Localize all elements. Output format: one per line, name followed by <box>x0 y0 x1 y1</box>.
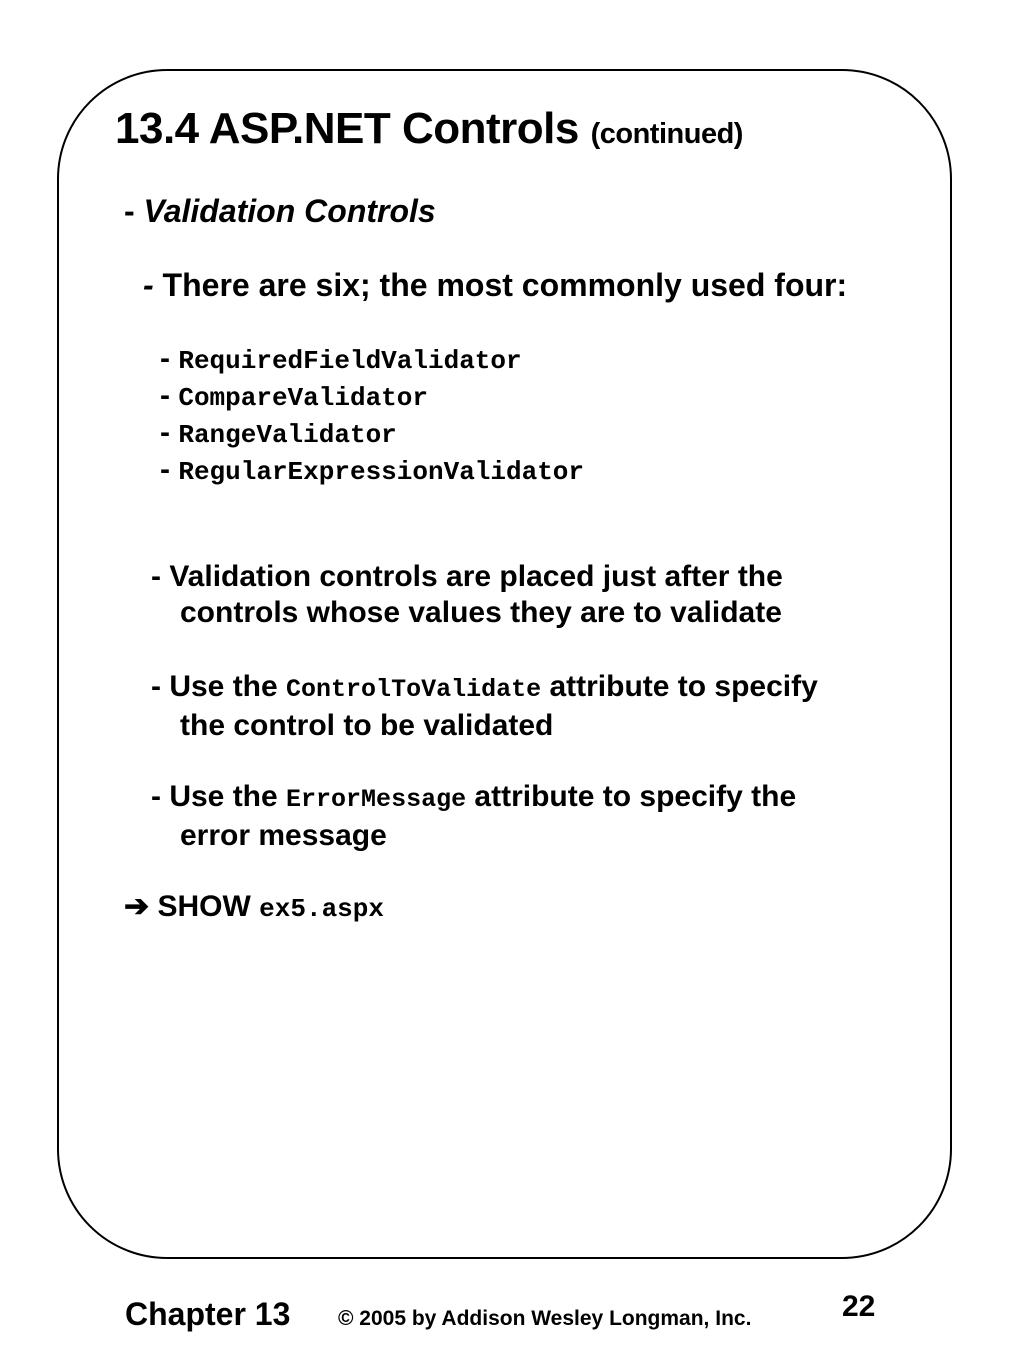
control-to-validate-code: ControlToValidate <box>286 675 542 704</box>
placement-paragraph <box>151 559 951 631</box>
list-dash: - <box>160 416 170 449</box>
title-main: 13.4 ASP.NET Controls <box>115 104 579 153</box>
list-dash: - <box>160 453 170 486</box>
para3-before: - Use the <box>151 780 278 813</box>
para3-line-2: error message <box>180 819 387 852</box>
section-heading-text: Validation Controls <box>143 193 436 229</box>
list-item <box>160 453 584 490</box>
intro-line <box>143 267 847 304</box>
validator-name: RequiredFieldValidator <box>178 346 522 376</box>
para2-after: attribute to specify <box>549 670 818 703</box>
placement-line-1: - Validation controls are placed just after the <box>151 560 783 593</box>
para2-before: - Use the <box>151 670 278 703</box>
validator-list <box>160 342 584 490</box>
slide-frame <box>57 69 952 1259</box>
list-item <box>160 416 584 453</box>
title-suffix: (continued) <box>590 118 743 150</box>
list-item <box>160 342 584 379</box>
footer-chapter: Chapter 13 <box>125 1296 291 1332</box>
intro-dash: - <box>143 267 154 303</box>
footer-copyright: © 2005 by Addison Wesley Longman, Inc. <box>338 1307 752 1330</box>
intro-text: There are six; the most commonly used four: <box>162 267 848 303</box>
list-dash: - <box>160 379 170 412</box>
show-example-line <box>124 889 384 924</box>
placement-line-2: controls whose values they are to validate <box>180 596 782 629</box>
control-to-validate-paragraph <box>151 669 951 744</box>
para3-after: attribute to specify the <box>474 780 797 813</box>
show-label: SHOW <box>157 890 251 923</box>
validator-name: RangeValidator <box>178 420 397 450</box>
section-heading <box>124 193 436 230</box>
validator-name: CompareValidator <box>178 383 428 413</box>
validator-name: RegularExpressionValidator <box>178 457 585 487</box>
list-dash: - <box>160 342 170 375</box>
example-file-name: ex5.aspx <box>259 894 384 924</box>
page-number: 22 <box>842 1290 876 1323</box>
slide-title <box>115 104 743 154</box>
para2-line-2: the control to be validated <box>180 709 554 742</box>
error-message-paragraph <box>151 779 951 854</box>
arrow-icon: ➔ <box>124 890 150 923</box>
section-dash: - <box>124 193 135 229</box>
list-item <box>160 379 584 416</box>
error-message-code: ErrorMessage <box>286 785 467 814</box>
